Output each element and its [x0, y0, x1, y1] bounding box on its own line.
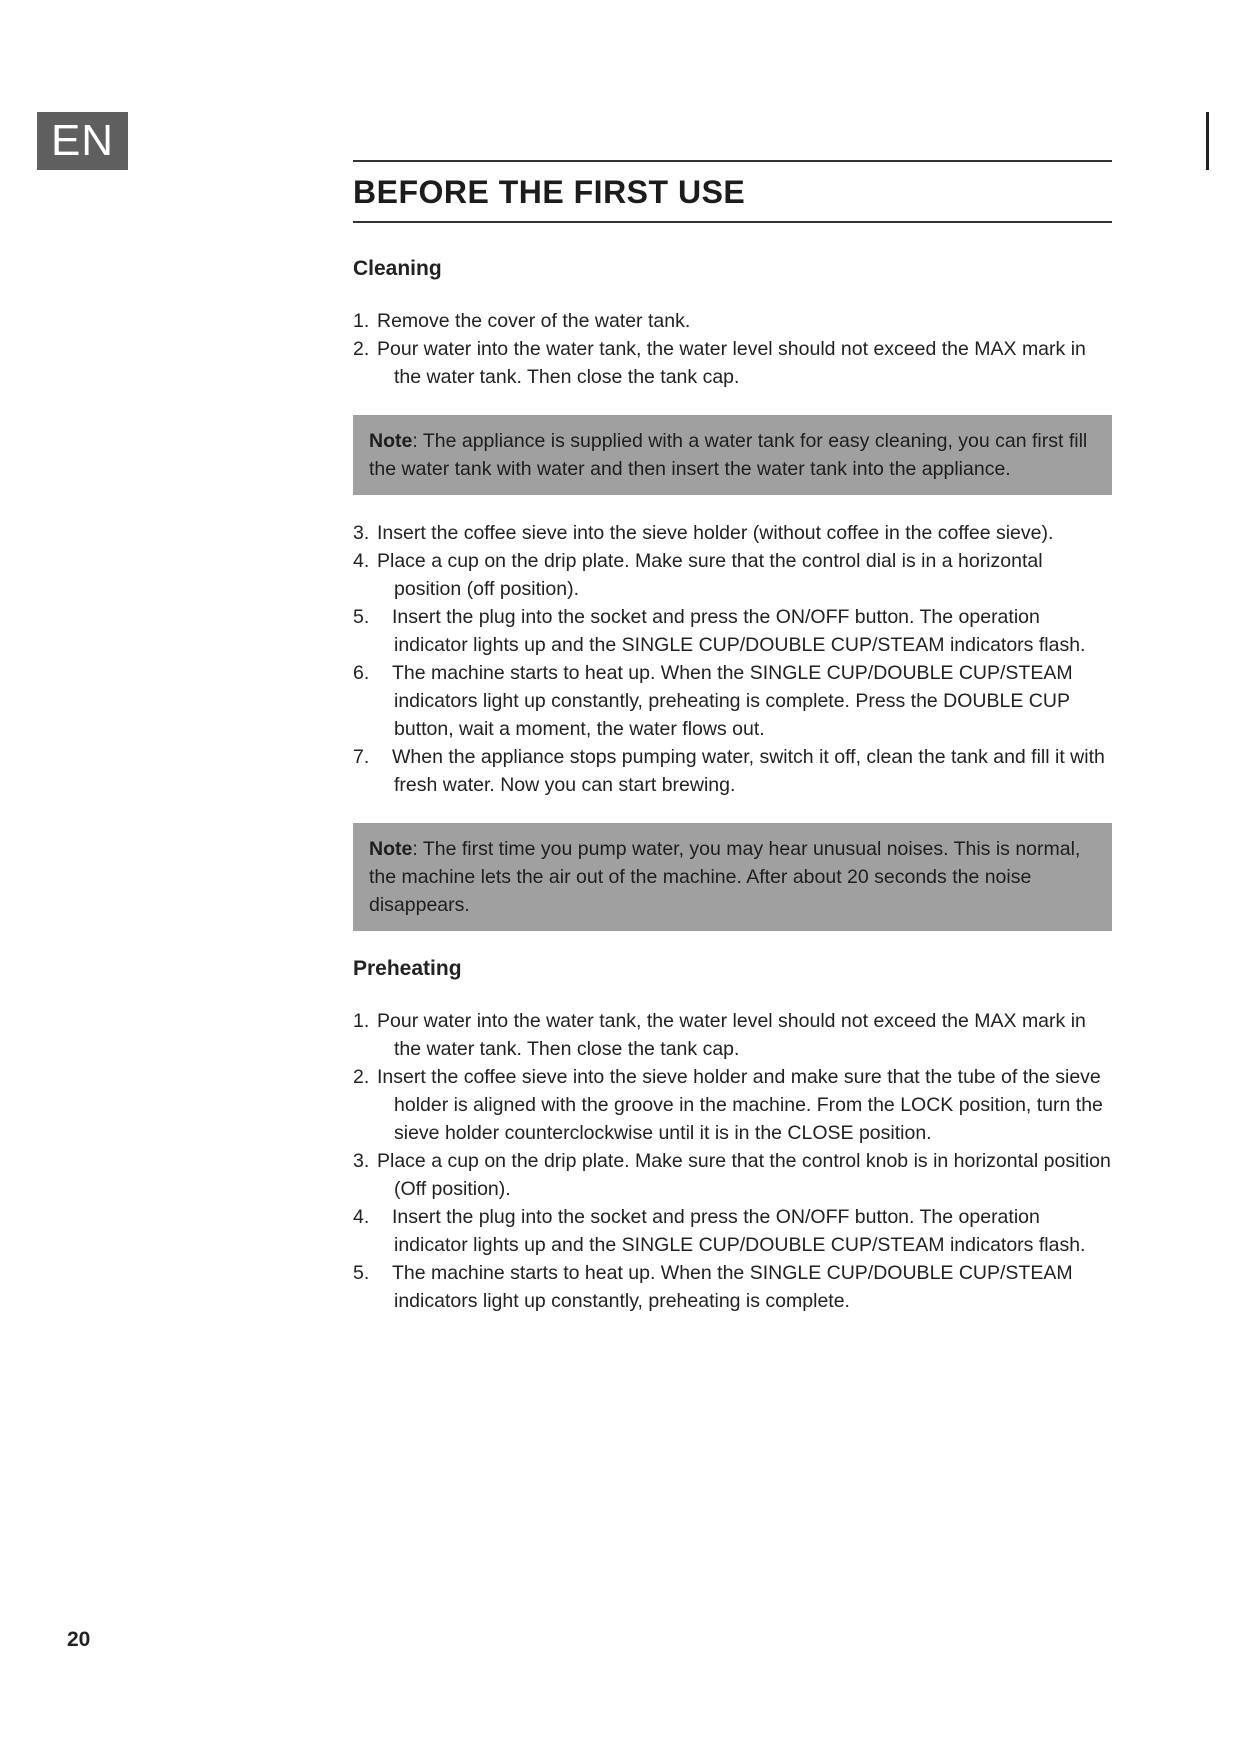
step-number: 1.: [353, 1010, 370, 1032]
list-item: [353, 659, 1112, 743]
list-item: [353, 335, 1112, 391]
list-item: [353, 1259, 1112, 1315]
edge-marker: [1206, 112, 1209, 170]
note-text: : The first time you pump water, you may hear unusual noises. This is normal, the machine lets the air out of the machine. After about 20 seconds the noise disappears.: [369, 838, 1081, 916]
list-item: [353, 307, 1112, 335]
step-number: 3.: [353, 522, 370, 544]
note-box-2: [353, 823, 1112, 931]
step-number: 1.: [353, 310, 370, 332]
step-text: Insert the coffee sieve into the sieve holder and make sure that the tube of the sieve holder is aligned with the groove in the machine. From the LOCK position, turn the sieve holder counterclockwise until it is in the CLOSE position.: [377, 1066, 1103, 1144]
list-item: [353, 1063, 1112, 1147]
step-number: 2.: [353, 1066, 370, 1088]
step-number: 4.: [353, 1206, 370, 1228]
page-number: 20: [67, 1628, 91, 1651]
language-tab: EN: [37, 112, 128, 170]
cleaning-steps-list-b: [353, 519, 1112, 799]
step-text: Pour water into the water tank, the water level should not exceed the MAX mark in the water tank. Then close the tank cap.: [377, 1010, 1086, 1060]
note-label: Note: [369, 430, 413, 452]
step-number: 5.: [353, 1262, 370, 1284]
preheating-heading: Preheating: [353, 957, 462, 980]
step-text: When the appliance stops pumping water, switch it off, clean the tank and fill it with fresh water. Now you can start brewing.: [392, 746, 1105, 796]
step-text: Remove the cover of the water tank.: [377, 310, 691, 332]
step-text: The machine starts to heat up. When the SINGLE CUP/DOUBLE CUP/STEAM indicators light up constantly, preheating is complete.: [392, 1262, 1073, 1312]
step-number: 4.: [353, 550, 370, 572]
title-bottom-rule: [353, 221, 1112, 223]
title-top-rule: [353, 160, 1112, 162]
step-text: Pour water into the water tank, the water level should not exceed the MAX mark in the water tank. Then close the tank cap.: [377, 338, 1086, 388]
step-number: 3.: [353, 1150, 370, 1172]
preheating-steps-list: [353, 1007, 1112, 1315]
step-number: 6.: [353, 662, 370, 684]
step-text: Insert the plug into the socket and press the ON/OFF button. The operation indicator lights up and the SINGLE CUP/DOUBLE CUP/STEAM indicators flash.: [392, 1206, 1086, 1256]
list-item: [353, 547, 1112, 603]
step-number: 7.: [353, 746, 370, 768]
step-text: Insert the coffee sieve into the sieve holder (without coffee in the coffee sieve).: [377, 522, 1054, 544]
step-text: The machine starts to heat up. When the SINGLE CUP/DOUBLE CUP/STEAM indicators light up constantly, preheating is complete. Press the DOUBLE CUP button, wait a moment, the water flows out.: [392, 662, 1073, 740]
note-box-1: [353, 415, 1112, 495]
step-number: 2.: [353, 338, 370, 360]
list-item: [353, 1007, 1112, 1063]
list-item: [353, 519, 1112, 547]
list-item: [353, 743, 1112, 799]
step-text: Insert the plug into the socket and press the ON/OFF button. The operation indicator lights up and the SINGLE CUP/DOUBLE CUP/STEAM indicators flash.: [392, 606, 1086, 656]
note-text: : The appliance is supplied with a water tank for easy cleaning, you can first fill the water tank with water and then insert the water tank into the appliance.: [369, 430, 1088, 480]
list-item: [353, 1203, 1112, 1259]
list-item: [353, 1147, 1112, 1203]
note-label: Note: [369, 838, 413, 860]
list-item: [353, 603, 1112, 659]
page-title: BEFORE THE FIRST USE: [353, 174, 746, 210]
main-content: [353, 160, 1112, 1315]
step-text: Place a cup on the drip plate. Make sure that the control dial is in a horizontal position (off position).: [377, 550, 1043, 600]
cleaning-heading: Cleaning: [353, 257, 442, 280]
step-number: 5.: [353, 606, 370, 628]
step-text: Place a cup on the drip plate. Make sure that the control knob is in horizontal position (Off position).: [377, 1150, 1111, 1200]
cleaning-steps-list-a: [353, 307, 1112, 391]
